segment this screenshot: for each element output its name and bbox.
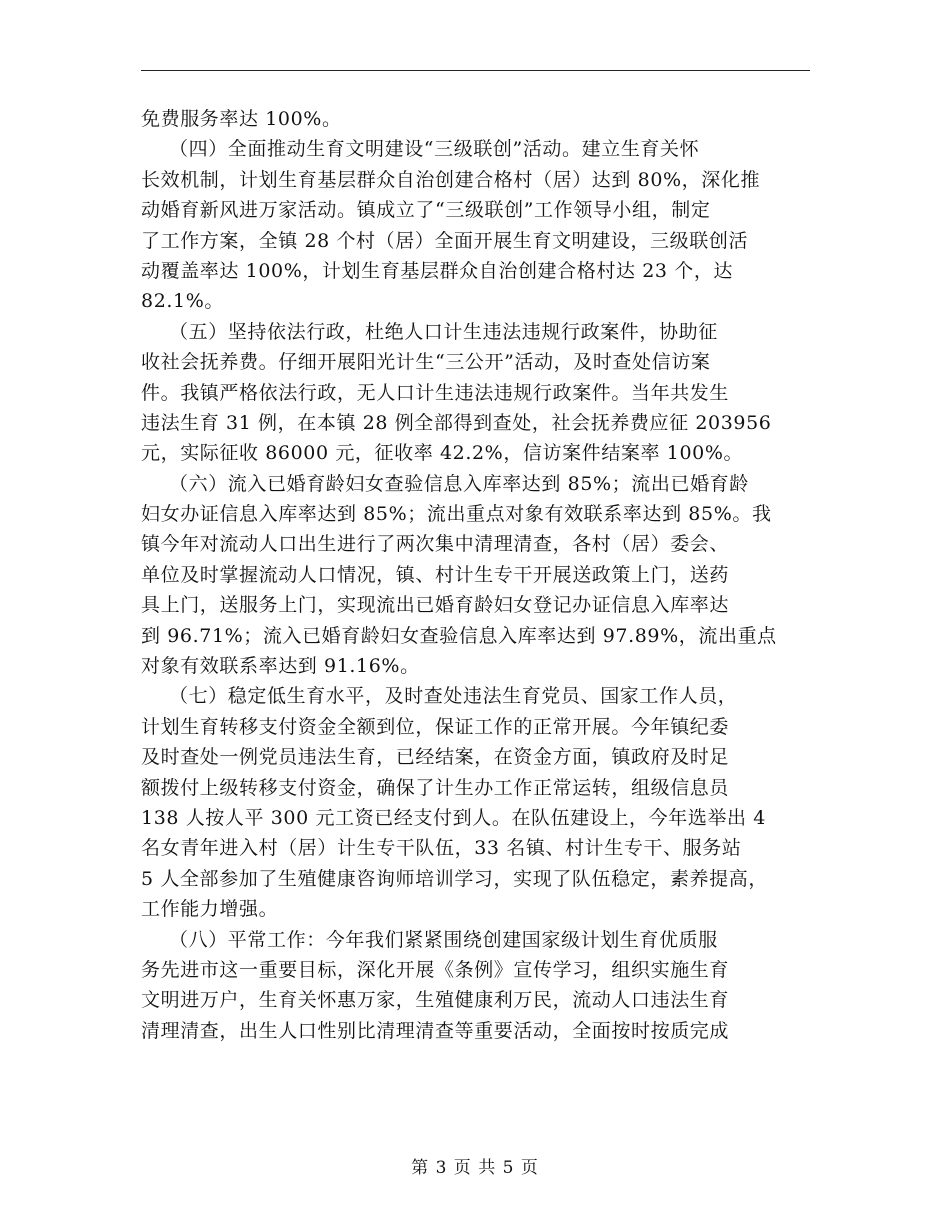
text-line: 到 96.71%；流入已婚育龄妇女查验信息入库率达到 97.89%，流出重点 bbox=[141, 624, 777, 647]
text-line: 免费服务率达 100%。 bbox=[141, 108, 342, 130]
text-line: 具上门，送服务上门，实现流出已婚育龄妇女登记办证信息入库率达 bbox=[141, 594, 730, 617]
document-body bbox=[141, 104, 810, 1046]
text-line: 务先进市这一重要目标，深化开展《条例》宣传学习，组织实施生育 bbox=[141, 958, 730, 981]
text-line: 了工作方案，全镇 28 个村（居）全面开展生育文明建设，三级联创活 bbox=[141, 229, 749, 252]
text-line: 收社会抚养费。仔细开展阳光计生“三公开”活动，及时查处信访案 bbox=[141, 351, 711, 374]
text-line: 件。我镇严格依法行政，无人口计生违法违规行政案件。当年共发生 bbox=[141, 381, 730, 404]
text-line: 5 人全部参加了生殖健康咨询师培训学习，实现了队伍稳定，素养提高， bbox=[141, 867, 768, 890]
text-line: 82.1%。 bbox=[141, 290, 224, 313]
text-line: 额拨付上级转移支付资金，确保了计生办工作正常运转，组级信息员 bbox=[141, 776, 730, 799]
text-line: 镇今年对流动人口出生进行了两次集中清理清查，各村（居）委会、 bbox=[141, 533, 730, 556]
text-line: 名女青年进入村（居）计生专干队伍，33 名镇、村计生专干、服务站 bbox=[141, 837, 742, 860]
text-line: 动婚育新风进万家活动。镇成立了“三级联创”工作领导小组，制定 bbox=[141, 199, 711, 222]
text-line: 对象有效联系率达到 91.16%。 bbox=[141, 655, 420, 678]
text-line: （五）坚持依法行政，杜绝人口计生违法违规行政案件，协助征 bbox=[169, 320, 718, 343]
text-line: （四）全面推动生育文明建设“三级联创”活动。建立生育关怀 bbox=[169, 138, 700, 161]
text-line: （七）稳定低生育水平，及时查处违法生育党员、国家工作人员， bbox=[169, 685, 738, 708]
text-line: 元，实际征收 86000 元，征收率 42.2%，信访案件结案率 100%。 bbox=[141, 442, 744, 465]
text-line: 单位及时掌握流动人口情况，镇、村计生专干开展送政策上门，送药 bbox=[141, 563, 730, 586]
header-rule bbox=[141, 70, 810, 71]
text-line: 违法生育 31 例，在本镇 28 例全部得到查处，社会抚养费应征 203956 bbox=[141, 411, 772, 434]
text-line: 138 人按人平 300 元工资已经支付到人。在队伍建设上，今年选举出 4 bbox=[141, 806, 766, 829]
text-line: 及时查处一例党员违法生育，已经结案，在资金方面，镇政府及时足 bbox=[141, 746, 730, 769]
page-number-footer: 第 3 页 共 5 页 bbox=[411, 1158, 539, 1178]
text-line: （六）流入已婚育龄妇女查验信息入库率达到 85%；流出已婚育龄 bbox=[169, 472, 749, 495]
text-line: 动覆盖率达 100%，计划生育基层群众自治创建合格村达 23 个，达 bbox=[141, 259, 734, 282]
text-line: 计划生育转移支付资金全额到位，保证工作的正常开展。今年镇纪委 bbox=[141, 715, 730, 738]
text-line: 妇女办证信息入库率达到 85%；流出重点对象有效联系率达到 85%。我 bbox=[141, 503, 772, 526]
text-line: （八）平常工作：今年我们紧紧围绕创建国家级计划生育优质服 bbox=[169, 928, 718, 951]
text-line: 文明进万户，生育关怀惠万家，生殖健康利万民，流动人口违法生育 bbox=[141, 989, 730, 1012]
text-line: 长效机制，计划生育基层群众自治创建合格村（居）达到 80%，深化推 bbox=[141, 168, 761, 191]
text-line: 清理清查，出生人口性别比清理清查等重要活动，全面按时按质完成 bbox=[141, 1019, 730, 1042]
text-line: 工作能力增强。 bbox=[141, 898, 279, 921]
